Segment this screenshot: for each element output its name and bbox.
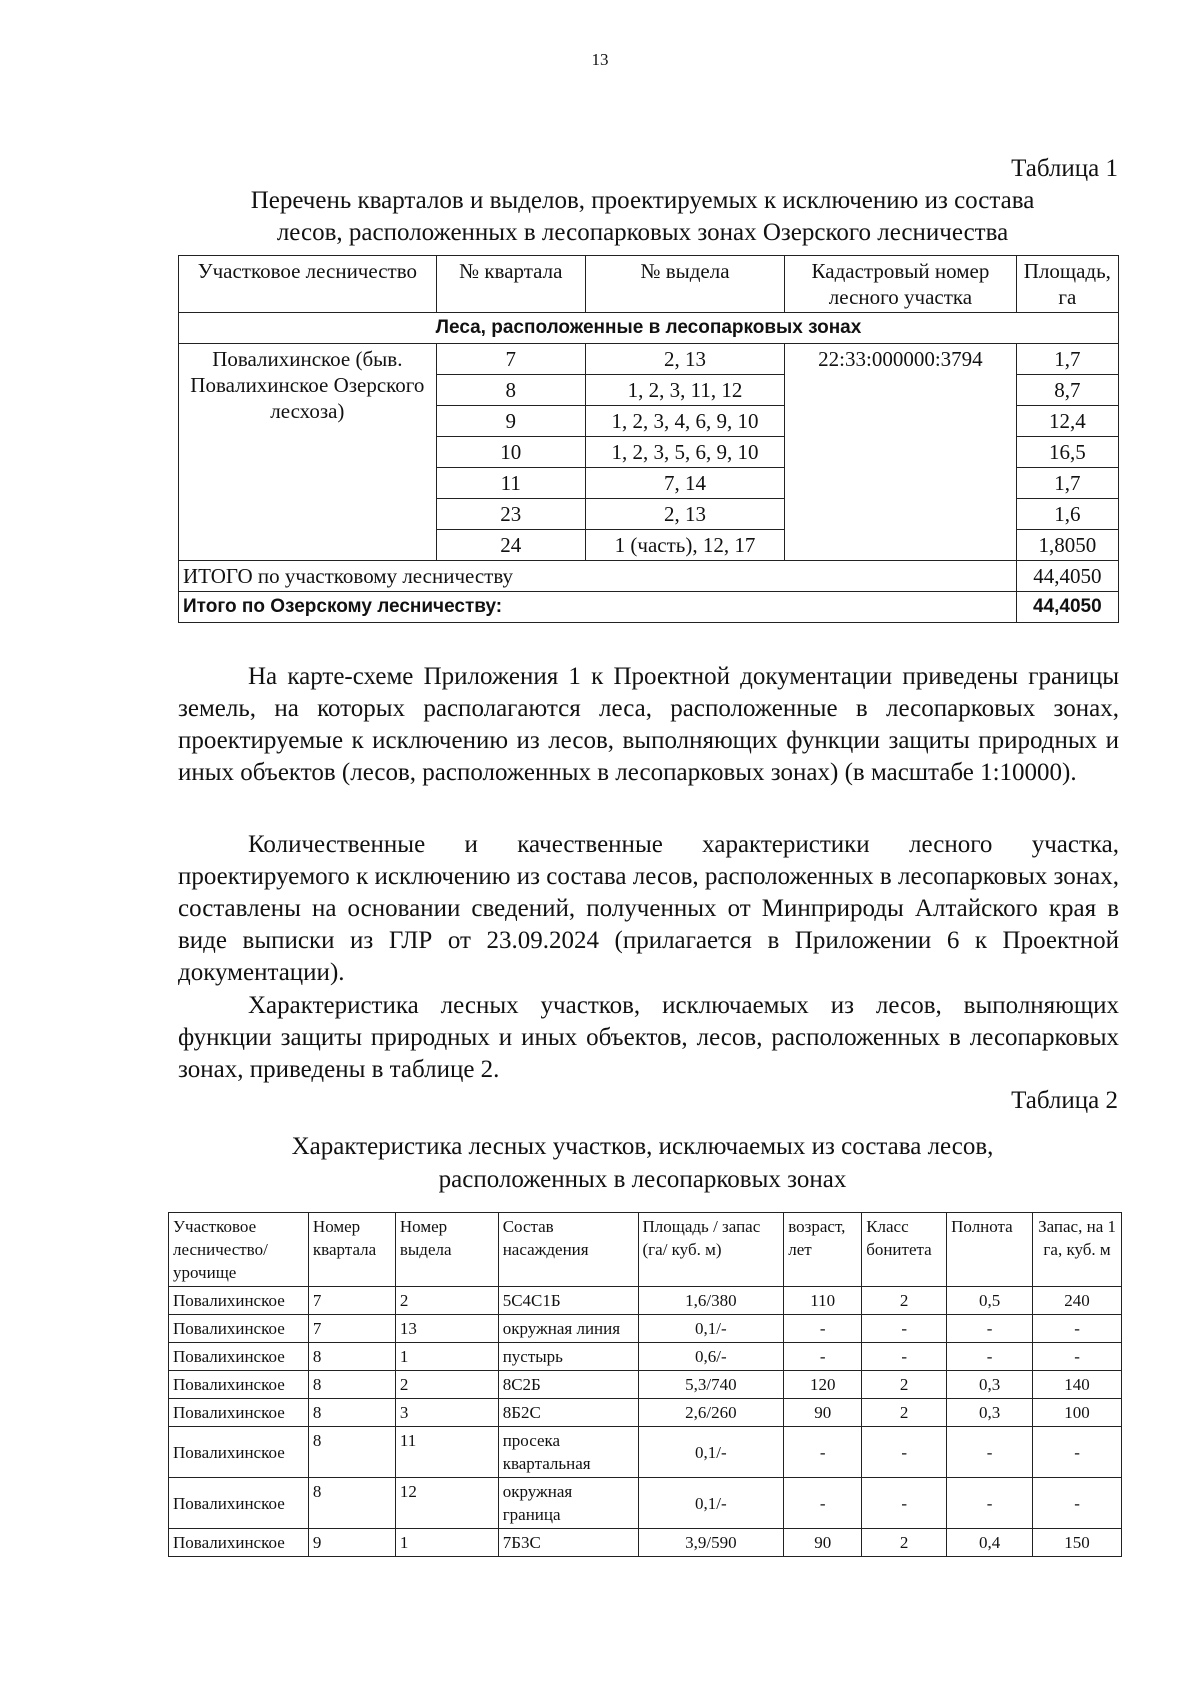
t1-quarter: 9 [436, 406, 585, 437]
t1-allot: 7, 14 [585, 468, 784, 499]
t2-forestry: Повалихинское [169, 1287, 309, 1315]
t2-stock: 240 [1033, 1287, 1122, 1315]
table-row [169, 1399, 1122, 1427]
t2-bonitet: - [862, 1427, 947, 1478]
t1-header-area: Площадь, га [1016, 256, 1118, 313]
table2-title-line2: расположенных в лесопарковых зонах [438, 1166, 847, 1193]
t2-density: - [947, 1478, 1033, 1529]
t1-header-cadastral: Кадастровый номер лесного участка [785, 256, 1017, 313]
table-row [169, 1478, 1122, 1529]
t2-density: - [947, 1315, 1033, 1343]
t2-allot: 1 [395, 1529, 498, 1557]
table1-subtotal-row [179, 561, 1119, 592]
t2-quarter: 7 [308, 1315, 395, 1343]
t2-area: 0,1/- [638, 1427, 784, 1478]
paragraph-2: Количественные и качественные характеристики лесного участка, проектируемого к исключению из состава лесов, расположенных в лесопарковых зонах, составлены на основании сведений, полученных от Минприроды Алтайского края в виде выписки из ГЛР от 23.09.2024 (прилагается в Приложении 6 к Проектной документации). [178, 831, 1119, 986]
paragraph-3: Характеристика лесных участков, исключаемых из лесов, выполняющих функции защиты природных и иных объектов, лесов, расположенных в лесопарковых зонах, приведены в таблице 2. [178, 992, 1119, 1083]
t2-quarter: 7 [308, 1287, 395, 1315]
t2-stock: - [1033, 1478, 1122, 1529]
table2-label: Таблица 2 [1011, 1087, 1118, 1114]
t2-header-composition: Состав насаждения [498, 1213, 638, 1287]
t2-composition: окружная граница [498, 1478, 638, 1529]
t1-area: 1,7 [1016, 344, 1118, 375]
t1-forestry-name: Повалихинское (быв. Повалихинское Озерского лесхоза) [179, 344, 437, 561]
table1-title [170, 185, 1115, 249]
t1-quarter: 8 [436, 375, 585, 406]
t2-forestry: Повалихинское [169, 1399, 309, 1427]
t2-age: 110 [784, 1287, 862, 1315]
t2-age: - [784, 1427, 862, 1478]
t2-stock: 100 [1033, 1399, 1122, 1427]
t2-forestry: Повалихинское [169, 1315, 309, 1343]
t2-allot: 12 [395, 1478, 498, 1529]
t2-quarter: 9 [308, 1529, 395, 1557]
page-number: 13 [591, 50, 609, 69]
t1-area: 8,7 [1016, 375, 1118, 406]
t2-bonitet: 2 [862, 1287, 947, 1315]
t2-header-area: Площадь / запас (га/ куб. м) [638, 1213, 784, 1287]
t2-stock: - [1033, 1315, 1122, 1343]
table-row [169, 1427, 1122, 1478]
t1-header-allot: № выдела [585, 256, 784, 313]
table1-total-row [179, 592, 1119, 623]
t2-allot: 2 [395, 1371, 498, 1399]
table1 [178, 255, 1119, 623]
t1-area: 1,8050 [1016, 530, 1118, 561]
t2-header-age: возраст, лет [784, 1213, 862, 1287]
t2-area: 5,3/740 [638, 1371, 784, 1399]
t2-age: 90 [784, 1399, 862, 1427]
t1-allot: 1, 2, 3, 4, 6, 9, 10 [585, 406, 784, 437]
t2-age: - [784, 1478, 862, 1529]
t2-quarter: 8 [308, 1399, 395, 1427]
t1-allot: 1 (часть), 12, 17 [585, 530, 784, 561]
t1-area: 1,7 [1016, 468, 1118, 499]
t2-age: 120 [784, 1371, 862, 1399]
t2-header-quarter: Номер квартала [308, 1213, 395, 1287]
t2-header-density: Полнота [947, 1213, 1033, 1287]
t1-cadastral-number: 22:33:000000:3794 [785, 344, 1017, 561]
t1-section-title: Леса, расположенные в лесопарковых зонах [179, 313, 1119, 344]
table2 [168, 1212, 1122, 1557]
t1-quarter: 7 [436, 344, 585, 375]
table-row [169, 1371, 1122, 1399]
table-row [169, 1315, 1122, 1343]
t2-allot: 11 [395, 1427, 498, 1478]
t2-bonitet: 2 [862, 1399, 947, 1427]
table-row [169, 1287, 1122, 1315]
t2-header-forestry: Участковое лесничество/ урочище [169, 1213, 309, 1287]
t2-area: 1,6/380 [638, 1287, 784, 1315]
t2-forestry: Повалихинское [169, 1529, 309, 1557]
t1-allot: 1, 2, 3, 11, 12 [585, 375, 784, 406]
t2-allot: 2 [395, 1287, 498, 1315]
t2-header-stock: Запас, на 1 га, куб. м [1033, 1213, 1122, 1287]
t2-quarter: 8 [308, 1343, 395, 1371]
t1-header-quarter: № квартала [436, 256, 585, 313]
t2-area: 2,6/260 [638, 1399, 784, 1427]
t2-bonitet: 2 [862, 1529, 947, 1557]
t2-density: 0,5 [947, 1287, 1033, 1315]
table-row [179, 344, 1119, 375]
table-row [169, 1529, 1122, 1557]
t2-quarter: 8 [308, 1427, 395, 1478]
t1-allot: 2, 13 [585, 499, 784, 530]
t1-subtotal-value: 44,4050 [1016, 561, 1118, 592]
t2-density: 0,4 [947, 1529, 1033, 1557]
t1-total-label: Итого по Озерскому лесничеству: [179, 592, 1017, 623]
t2-allot: 1 [395, 1343, 498, 1371]
t2-stock: 140 [1033, 1371, 1122, 1399]
t2-composition: 5С4С1Б [498, 1287, 638, 1315]
t2-bonitet: - [862, 1315, 947, 1343]
t1-total-value: 44,4050 [1016, 592, 1118, 623]
t1-area: 16,5 [1016, 437, 1118, 468]
t2-density: - [947, 1343, 1033, 1371]
t2-density: 0,3 [947, 1371, 1033, 1399]
t2-area: 0,1/- [638, 1315, 784, 1343]
t2-composition: 7Б3С [498, 1529, 638, 1557]
t2-bonitet: - [862, 1478, 947, 1529]
table2-title [170, 1130, 1115, 1196]
t2-forestry: Повалихинское [169, 1478, 309, 1529]
t2-age: 90 [784, 1529, 862, 1557]
t2-density: - [947, 1427, 1033, 1478]
t2-age: - [784, 1343, 862, 1371]
table1-header-row [179, 256, 1119, 313]
t1-area: 12,4 [1016, 406, 1118, 437]
t2-forestry: Повалихинское [169, 1427, 309, 1478]
t2-composition: пустырь [498, 1343, 638, 1371]
t2-forestry: Повалихинское [169, 1371, 309, 1399]
t2-header-bonitet: Класс бонитета [862, 1213, 947, 1287]
t2-allot: 3 [395, 1399, 498, 1427]
t2-stock: - [1033, 1343, 1122, 1371]
table1-title-line2: лесов, расположенных в лесопарковых зонах Озерского лесничества [276, 219, 1009, 246]
t2-area: 0,6/- [638, 1343, 784, 1371]
table1-section-row [179, 313, 1119, 344]
t2-age: - [784, 1315, 862, 1343]
t1-quarter: 24 [436, 530, 585, 561]
t1-area: 1,6 [1016, 499, 1118, 530]
table2-title-line1: Характеристика лесных участков, исключаемых из состава лесов, [291, 1133, 994, 1160]
t2-composition: просека квартальная [498, 1427, 638, 1478]
t2-area: 3,9/590 [638, 1529, 784, 1557]
t2-stock: - [1033, 1427, 1122, 1478]
t2-bonitet: 2 [862, 1371, 947, 1399]
t2-quarter: 8 [308, 1371, 395, 1399]
t2-bonitet: - [862, 1343, 947, 1371]
t2-stock: 150 [1033, 1529, 1122, 1557]
t2-allot: 13 [395, 1315, 498, 1343]
table1-label: Таблица 1 [1011, 155, 1118, 182]
t2-quarter: 8 [308, 1478, 395, 1529]
t1-allot: 1, 2, 3, 5, 6, 9, 10 [585, 437, 784, 468]
t2-header-allot: Номер выдела [395, 1213, 498, 1287]
t1-subtotal-label: ИТОГО по участковому лесничеству [179, 561, 1017, 592]
t1-quarter: 23 [436, 499, 585, 530]
table-row [169, 1343, 1122, 1371]
t2-composition: окружная линия [498, 1315, 638, 1343]
paragraph-1: На карте-схеме Приложения 1 к Проектной документации приведены границы земель, на которых располагаются леса, расположенные в лесопарковых зонах, проектируемые к исключению из лесов, выполняющих функции защиты природных и иных объектов (лесов, расположенных в лесопарковых зонах) (в масштабе 1:10000). [178, 663, 1119, 786]
table1-title-line1: Перечень кварталов и выделов, проектируемых к исключению из состава [250, 187, 1035, 214]
t1-header-forestry: Участковое лесничество [179, 256, 437, 313]
t1-quarter: 10 [436, 437, 585, 468]
t2-area: 0,1/- [638, 1478, 784, 1529]
table2-header-row [169, 1213, 1122, 1287]
t2-forestry: Повалихинское [169, 1343, 309, 1371]
t2-density: 0,3 [947, 1399, 1033, 1427]
t1-quarter: 11 [436, 468, 585, 499]
t2-composition: 8Б2С [498, 1399, 638, 1427]
t2-composition: 8С2Б [498, 1371, 638, 1399]
t1-allot: 2, 13 [585, 344, 784, 375]
